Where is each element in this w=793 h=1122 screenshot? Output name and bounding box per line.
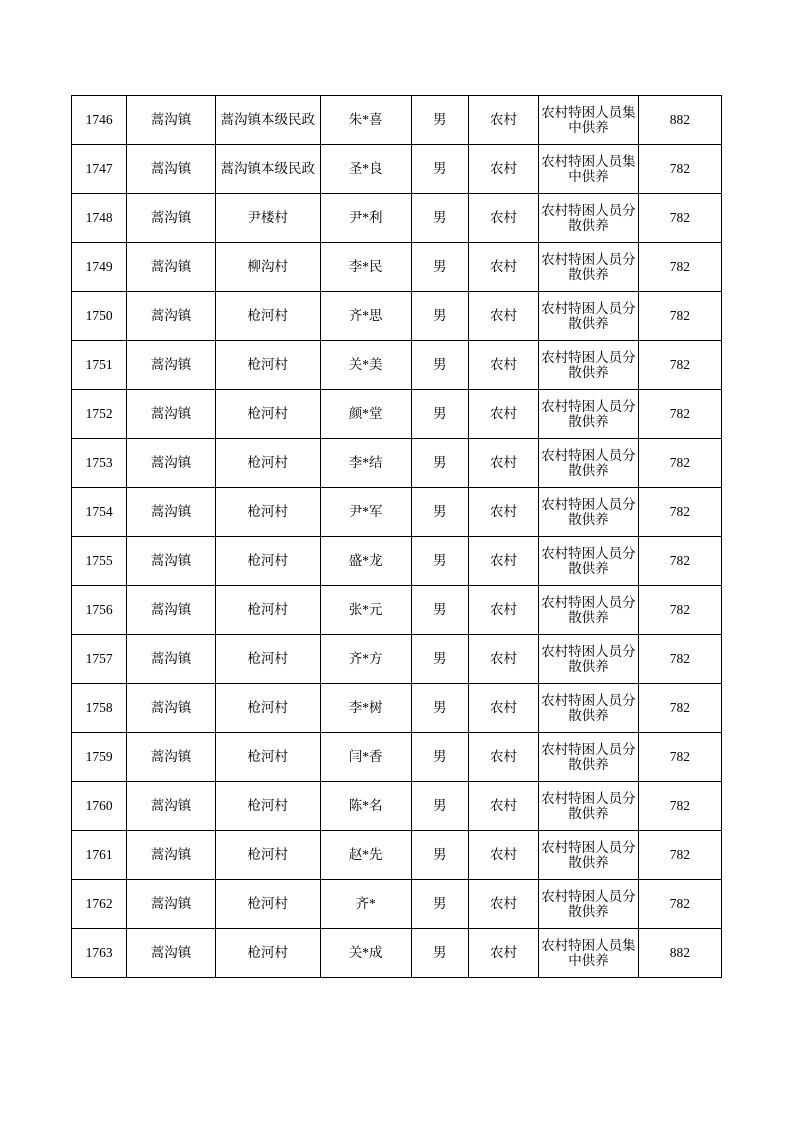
cell-village: 枪河村 [215, 880, 320, 929]
cell-town: 蒿沟镇 [127, 439, 216, 488]
cell-gender: 男 [411, 831, 468, 880]
cell-gender: 男 [411, 880, 468, 929]
table-row [72, 831, 722, 880]
cell-town: 蒿沟镇 [127, 586, 216, 635]
table-row [72, 880, 722, 929]
cell-serial-number: 1754 [72, 488, 127, 537]
cell-household-type: 农村 [468, 96, 538, 145]
cell-village: 枪河村 [215, 390, 320, 439]
cell-gender: 男 [411, 537, 468, 586]
cell-category: 农村特困人员分散供养 [539, 635, 639, 684]
cell-village: 枪河村 [215, 684, 320, 733]
table-row [72, 782, 722, 831]
cell-amount: 782 [638, 194, 721, 243]
cell-amount: 782 [638, 341, 721, 390]
cell-town: 蒿沟镇 [127, 537, 216, 586]
cell-town: 蒿沟镇 [127, 243, 216, 292]
cell-amount: 782 [638, 243, 721, 292]
cell-name: 赵*先 [320, 831, 411, 880]
cell-name: 朱*喜 [320, 96, 411, 145]
table-body [72, 96, 722, 978]
cell-name: 李*结 [320, 439, 411, 488]
cell-village: 枪河村 [215, 929, 320, 978]
cell-amount: 782 [638, 537, 721, 586]
cell-village: 枪河村 [215, 782, 320, 831]
cell-name: 李*树 [320, 684, 411, 733]
cell-category: 农村特困人员分散供养 [539, 488, 639, 537]
cell-serial-number: 1749 [72, 243, 127, 292]
cell-village: 枪河村 [215, 733, 320, 782]
cell-serial-number: 1751 [72, 341, 127, 390]
cell-town: 蒿沟镇 [127, 194, 216, 243]
cell-town: 蒿沟镇 [127, 145, 216, 194]
cell-gender: 男 [411, 635, 468, 684]
records-table [71, 95, 722, 978]
cell-household-type: 农村 [468, 292, 538, 341]
cell-household-type: 农村 [468, 145, 538, 194]
cell-category: 农村特困人员分散供养 [539, 831, 639, 880]
cell-village: 枪河村 [215, 488, 320, 537]
cell-household-type: 农村 [468, 390, 538, 439]
cell-household-type: 农村 [468, 243, 538, 292]
cell-town: 蒿沟镇 [127, 488, 216, 537]
cell-gender: 男 [411, 488, 468, 537]
cell-category: 农村特困人员分散供养 [539, 733, 639, 782]
table-row [72, 439, 722, 488]
cell-gender: 男 [411, 782, 468, 831]
cell-amount: 782 [638, 684, 721, 733]
cell-town: 蒿沟镇 [127, 635, 216, 684]
cell-household-type: 农村 [468, 341, 538, 390]
table-row [72, 684, 722, 733]
table-row [72, 390, 722, 439]
cell-amount: 782 [638, 782, 721, 831]
cell-household-type: 农村 [468, 537, 538, 586]
cell-town: 蒿沟镇 [127, 782, 216, 831]
cell-category: 农村特困人员集中供养 [539, 96, 639, 145]
cell-village: 枪河村 [215, 439, 320, 488]
table-row [72, 292, 722, 341]
table-row [72, 635, 722, 684]
cell-village: 蒿沟镇本级民政 [215, 145, 320, 194]
cell-category: 农村特困人员集中供养 [539, 929, 639, 978]
data-table-container [71, 95, 722, 978]
cell-gender: 男 [411, 194, 468, 243]
cell-category: 农村特困人员分散供养 [539, 537, 639, 586]
cell-serial-number: 1756 [72, 586, 127, 635]
cell-serial-number: 1746 [72, 96, 127, 145]
cell-town: 蒿沟镇 [127, 831, 216, 880]
cell-category: 农村特困人员分散供养 [539, 684, 639, 733]
cell-name: 陈*名 [320, 782, 411, 831]
cell-serial-number: 1755 [72, 537, 127, 586]
cell-village: 蒿沟镇本级民政 [215, 96, 320, 145]
table-row [72, 733, 722, 782]
cell-serial-number: 1750 [72, 292, 127, 341]
cell-serial-number: 1758 [72, 684, 127, 733]
cell-amount: 882 [638, 96, 721, 145]
cell-town: 蒿沟镇 [127, 880, 216, 929]
cell-village: 枪河村 [215, 831, 320, 880]
cell-village: 枪河村 [215, 341, 320, 390]
cell-category: 农村特困人员分散供养 [539, 782, 639, 831]
cell-village: 枪河村 [215, 537, 320, 586]
cell-amount: 882 [638, 929, 721, 978]
cell-gender: 男 [411, 243, 468, 292]
cell-gender: 男 [411, 929, 468, 978]
table-row [72, 341, 722, 390]
cell-gender: 男 [411, 292, 468, 341]
cell-name: 张*元 [320, 586, 411, 635]
cell-category: 农村特困人员分散供养 [539, 439, 639, 488]
cell-serial-number: 1753 [72, 439, 127, 488]
cell-household-type: 农村 [468, 194, 538, 243]
table-row [72, 243, 722, 292]
cell-name: 关*成 [320, 929, 411, 978]
cell-town: 蒿沟镇 [127, 929, 216, 978]
cell-name: 齐* [320, 880, 411, 929]
cell-serial-number: 1752 [72, 390, 127, 439]
table-row [72, 929, 722, 978]
cell-village: 枪河村 [215, 635, 320, 684]
cell-gender: 男 [411, 390, 468, 439]
cell-serial-number: 1759 [72, 733, 127, 782]
cell-name: 齐*方 [320, 635, 411, 684]
cell-household-type: 农村 [468, 929, 538, 978]
cell-serial-number: 1748 [72, 194, 127, 243]
cell-town: 蒿沟镇 [127, 733, 216, 782]
cell-household-type: 农村 [468, 831, 538, 880]
cell-town: 蒿沟镇 [127, 390, 216, 439]
cell-category: 农村特困人员分散供养 [539, 880, 639, 929]
cell-household-type: 农村 [468, 880, 538, 929]
cell-category: 农村特困人员分散供养 [539, 292, 639, 341]
cell-name: 闫*香 [320, 733, 411, 782]
cell-amount: 782 [638, 831, 721, 880]
cell-amount: 782 [638, 733, 721, 782]
cell-household-type: 农村 [468, 733, 538, 782]
cell-town: 蒿沟镇 [127, 684, 216, 733]
table-row [72, 96, 722, 145]
cell-amount: 782 [638, 488, 721, 537]
cell-gender: 男 [411, 145, 468, 194]
table-row [72, 488, 722, 537]
cell-amount: 782 [638, 586, 721, 635]
cell-household-type: 农村 [468, 439, 538, 488]
cell-name: 齐*思 [320, 292, 411, 341]
cell-household-type: 农村 [468, 684, 538, 733]
table-row [72, 145, 722, 194]
table-row [72, 586, 722, 635]
cell-amount: 782 [638, 635, 721, 684]
cell-town: 蒿沟镇 [127, 96, 216, 145]
cell-category: 农村特困人员分散供养 [539, 341, 639, 390]
cell-serial-number: 1760 [72, 782, 127, 831]
cell-name: 关*美 [320, 341, 411, 390]
cell-household-type: 农村 [468, 586, 538, 635]
cell-category: 农村特困人员分散供养 [539, 586, 639, 635]
cell-gender: 男 [411, 96, 468, 145]
cell-name: 尹*军 [320, 488, 411, 537]
cell-gender: 男 [411, 439, 468, 488]
cell-amount: 782 [638, 145, 721, 194]
cell-household-type: 农村 [468, 488, 538, 537]
cell-household-type: 农村 [468, 635, 538, 684]
cell-category: 农村特困人员分散供养 [539, 243, 639, 292]
cell-category: 农村特困人员集中供养 [539, 145, 639, 194]
table-row [72, 194, 722, 243]
cell-gender: 男 [411, 586, 468, 635]
cell-village: 柳沟村 [215, 243, 320, 292]
cell-town: 蒿沟镇 [127, 292, 216, 341]
cell-name: 尹*利 [320, 194, 411, 243]
cell-category: 农村特困人员分散供养 [539, 194, 639, 243]
cell-town: 蒿沟镇 [127, 341, 216, 390]
cell-amount: 782 [638, 292, 721, 341]
cell-household-type: 农村 [468, 782, 538, 831]
cell-serial-number: 1747 [72, 145, 127, 194]
cell-category: 农村特困人员分散供养 [539, 390, 639, 439]
cell-village: 枪河村 [215, 292, 320, 341]
cell-name: 李*民 [320, 243, 411, 292]
cell-gender: 男 [411, 341, 468, 390]
cell-amount: 782 [638, 880, 721, 929]
cell-amount: 782 [638, 439, 721, 488]
cell-amount: 782 [638, 390, 721, 439]
cell-serial-number: 1763 [72, 929, 127, 978]
cell-serial-number: 1762 [72, 880, 127, 929]
cell-village: 枪河村 [215, 586, 320, 635]
cell-serial-number: 1757 [72, 635, 127, 684]
cell-gender: 男 [411, 684, 468, 733]
table-row [72, 537, 722, 586]
cell-serial-number: 1761 [72, 831, 127, 880]
cell-village: 尹楼村 [215, 194, 320, 243]
cell-name: 圣*良 [320, 145, 411, 194]
cell-name: 颜*堂 [320, 390, 411, 439]
cell-name: 盛*龙 [320, 537, 411, 586]
cell-gender: 男 [411, 733, 468, 782]
